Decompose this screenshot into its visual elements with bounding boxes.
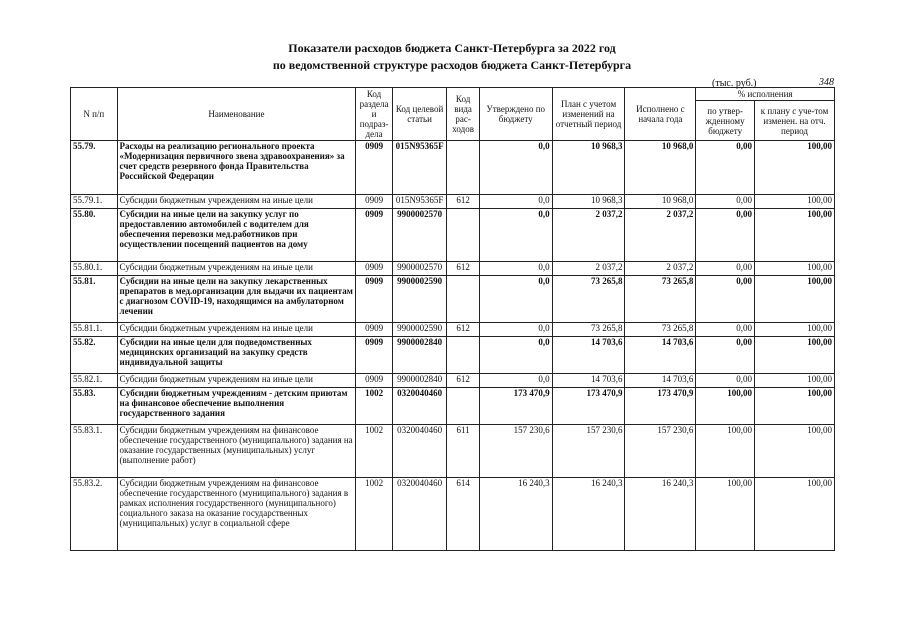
- cell-type: [447, 141, 479, 195]
- cell-name: Субсидии бюджетным учреждениям на финансовое обеспечение государственного (муниципального) задания в рамках исполнения государственного (муниципального) социального заказа на оказание государственных (муниципальных) услуг в социальной сфере: [117, 478, 356, 551]
- cell-pct-approved: 100,00: [696, 388, 755, 425]
- cell-approved: 16 240,3: [479, 478, 552, 551]
- cell-pct-plan: 100,00: [755, 323, 835, 337]
- table-row: [71, 388, 835, 425]
- cell-name: Субсидии бюджетным учреждениям на иные цели: [117, 323, 356, 337]
- cell-pct-approved: 0,00: [696, 276, 755, 323]
- table-header: [71, 88, 835, 141]
- cell-pct-plan: 100,00: [755, 374, 835, 388]
- cell-plan: 10 968,3: [552, 195, 625, 209]
- cell-approved: 0,0: [479, 276, 552, 323]
- cell-name: Субсидии бюджетным учреждениям на иные цели: [117, 262, 356, 276]
- cell-approved: 157 230,6: [479, 425, 552, 478]
- cell-name: Субсидии бюджетным учреждениям на финансовое обеспечение государственного (муниципального) задания на оказание государственных (муниципальных) услуг (выполнение работ): [117, 425, 356, 478]
- cell-section: 1002: [356, 425, 392, 478]
- cell-target: 0320040460: [392, 388, 447, 425]
- cell-executed: 173 470,9: [625, 388, 696, 425]
- cell-n: 55.83.2.: [71, 478, 118, 551]
- cell-name: Субсидии бюджетным учреждениям - детским приютам на финансовое обеспечение выполнения государственного задания: [117, 388, 356, 425]
- cell-section: 0909: [356, 276, 392, 323]
- cell-n: 55.79.: [71, 141, 118, 195]
- cell-type: [447, 209, 479, 262]
- table-row: [71, 195, 835, 209]
- header-type: Код вида рас-ходов: [447, 88, 479, 141]
- cell-approved: 0,0: [479, 374, 552, 388]
- cell-plan: 2 037,2: [552, 262, 625, 276]
- table-row: [71, 276, 835, 323]
- cell-pct-approved: 100,00: [696, 425, 755, 478]
- cell-pct-plan: 100,00: [755, 141, 835, 195]
- cell-executed: 10 968,0: [625, 141, 696, 195]
- cell-approved: 0,0: [479, 323, 552, 337]
- cell-n: 55.80.1.: [71, 262, 118, 276]
- cell-executed: 73 265,8: [625, 323, 696, 337]
- cell-plan: 10 968,3: [552, 141, 625, 195]
- cell-target: 015N95365F: [392, 195, 447, 209]
- table-row: [71, 141, 835, 195]
- cell-name: Субсидии бюджетным учреждениям на иные цели: [117, 374, 356, 388]
- cell-type: 612: [447, 262, 479, 276]
- cell-name: Субсидии на иные цели на закупку лекарственных препаратов в мед.организации для выдачи их пациентам с диагнозом COVID-19, находящимся на амбулаторном лечении: [117, 276, 356, 323]
- cell-plan: 73 265,8: [552, 323, 625, 337]
- cell-plan: 14 703,6: [552, 337, 625, 374]
- cell-section: 0909: [356, 374, 392, 388]
- cell-plan: 157 230,6: [552, 425, 625, 478]
- cell-approved: 173 470,9: [479, 388, 552, 425]
- cell-executed: 16 240,3: [625, 478, 696, 551]
- cell-pct-approved: 0,00: [696, 195, 755, 209]
- cell-plan: 14 703,6: [552, 374, 625, 388]
- cell-plan: 16 240,3: [552, 478, 625, 551]
- cell-approved: 0,0: [479, 262, 552, 276]
- table-row: [71, 323, 835, 337]
- cell-pct-approved: 0,00: [696, 262, 755, 276]
- cell-approved: 0,0: [479, 337, 552, 374]
- header-pct-approved: по утвер-жденному бюджету: [696, 101, 755, 141]
- cell-name: Субсидии на иные цели для подведомственных медицинских организаций на закупку средств индивидуальной защиты: [117, 337, 356, 374]
- cell-target: 9900002590: [392, 323, 447, 337]
- cell-section: 0909: [356, 262, 392, 276]
- cell-target: 0320040460: [392, 478, 447, 551]
- header-approved: Утверждено по бюджету: [479, 88, 552, 141]
- page-number: 348: [819, 77, 834, 88]
- cell-target: 9900002840: [392, 374, 447, 388]
- table-row: [71, 262, 835, 276]
- cell-pct-plan: 100,00: [755, 337, 835, 374]
- cell-section: 1002: [356, 478, 392, 551]
- cell-plan: 73 265,8: [552, 276, 625, 323]
- header-executed: Исполнено с начала года: [625, 88, 696, 141]
- cell-target: 0320040460: [392, 425, 447, 478]
- cell-section: 0909: [356, 195, 392, 209]
- cell-target: 9900002570: [392, 209, 447, 262]
- header-plan: План с учетом изменений на отчетный период: [552, 88, 625, 141]
- cell-n: 55.83.1.: [71, 425, 118, 478]
- cell-section: 0909: [356, 141, 392, 195]
- table-row: [71, 374, 835, 388]
- cell-n: 55.79.1.: [71, 195, 118, 209]
- cell-approved: 0,0: [479, 195, 552, 209]
- cell-executed: 2 037,2: [625, 262, 696, 276]
- cell-pct-approved: 0,00: [696, 209, 755, 262]
- cell-target: 015N95365F: [392, 141, 447, 195]
- header-name: Наименование: [117, 88, 356, 141]
- cell-pct-approved: 100,00: [696, 478, 755, 551]
- cell-section: 0909: [356, 337, 392, 374]
- cell-executed: 14 703,6: [625, 374, 696, 388]
- cell-target: 9900002570: [392, 262, 447, 276]
- cell-type: 612: [447, 374, 479, 388]
- cell-executed: 10 968,0: [625, 195, 696, 209]
- table-row: [71, 337, 835, 374]
- cell-pct-plan: 100,00: [755, 478, 835, 551]
- cell-pct-approved: 0,00: [696, 141, 755, 195]
- report-title-line-2: по ведомственной структуре расходов бюджета Санкт-Петербурга: [272, 58, 632, 72]
- cell-executed: 14 703,6: [625, 337, 696, 374]
- cell-pct-plan: 100,00: [755, 195, 835, 209]
- header-target: Код целевой статьи: [392, 88, 447, 141]
- cell-n: 55.80.: [71, 209, 118, 262]
- cell-n: 55.81.: [71, 276, 118, 323]
- cell-executed: 2 037,2: [625, 209, 696, 262]
- cell-pct-plan: 100,00: [755, 276, 835, 323]
- cell-section: 0909: [356, 209, 392, 262]
- cell-name: Субсидии на иные цели на закупку услуг по предоставлению автомобилей с водителем для обеспечения перевозки мед.работников при осуществлении посещений пациентов на дому: [117, 209, 356, 262]
- cell-section: 0909: [356, 323, 392, 337]
- cell-name: Субсидии бюджетным учреждениям на иные цели: [117, 195, 356, 209]
- cell-executed: 73 265,8: [625, 276, 696, 323]
- cell-type: [447, 276, 479, 323]
- cell-executed: 157 230,6: [625, 425, 696, 478]
- cell-plan: 173 470,9: [552, 388, 625, 425]
- cell-type: 612: [447, 323, 479, 337]
- cell-n: 55.81.1.: [71, 323, 118, 337]
- cell-name: Расходы на реализацию регионального проекта «Модернизация первичного звена здравоохранения» за счет средств резервного фонда Правительства Российской Федерации: [117, 141, 356, 195]
- cell-target: 9900002840: [392, 337, 447, 374]
- cell-type: 611: [447, 425, 479, 478]
- cell-n: 55.83.: [71, 388, 118, 425]
- cell-pct-plan: 100,00: [755, 262, 835, 276]
- cell-type: [447, 337, 479, 374]
- table-row: [71, 478, 835, 551]
- header-pct-group: % исполнения: [696, 88, 835, 101]
- cell-n: 55.82.: [71, 337, 118, 374]
- cell-pct-approved: 0,00: [696, 374, 755, 388]
- cell-approved: 0,0: [479, 209, 552, 262]
- units-label: (тыс. руб.): [712, 78, 757, 89]
- cell-type: 614: [447, 478, 479, 551]
- cell-pct-approved: 0,00: [696, 323, 755, 337]
- report-title-line-1: Показатели расходов бюджета Санкт-Петербурга за 2022 год: [288, 41, 616, 55]
- table-body: [71, 141, 835, 551]
- cell-approved: 0,0: [479, 141, 552, 195]
- cell-target: 9900002590: [392, 276, 447, 323]
- cell-section: 1002: [356, 388, 392, 425]
- header-section: Код раздела и подраз-дела: [356, 88, 392, 141]
- cell-type: [447, 388, 479, 425]
- cell-pct-plan: 100,00: [755, 209, 835, 262]
- budget-table: [70, 87, 835, 551]
- cell-n: 55.82.1.: [71, 374, 118, 388]
- cell-pct-plan: 100,00: [755, 425, 835, 478]
- table-row: [71, 209, 835, 262]
- table-row: [71, 425, 835, 478]
- cell-plan: 2 037,2: [552, 209, 625, 262]
- cell-type: 612: [447, 195, 479, 209]
- header-n: N п/п: [71, 88, 118, 141]
- header-pct-plan: к плану с уче-том изменен. на отч. период: [755, 101, 835, 141]
- cell-pct-plan: 100,00: [755, 388, 835, 425]
- cell-pct-approved: 0,00: [696, 337, 755, 374]
